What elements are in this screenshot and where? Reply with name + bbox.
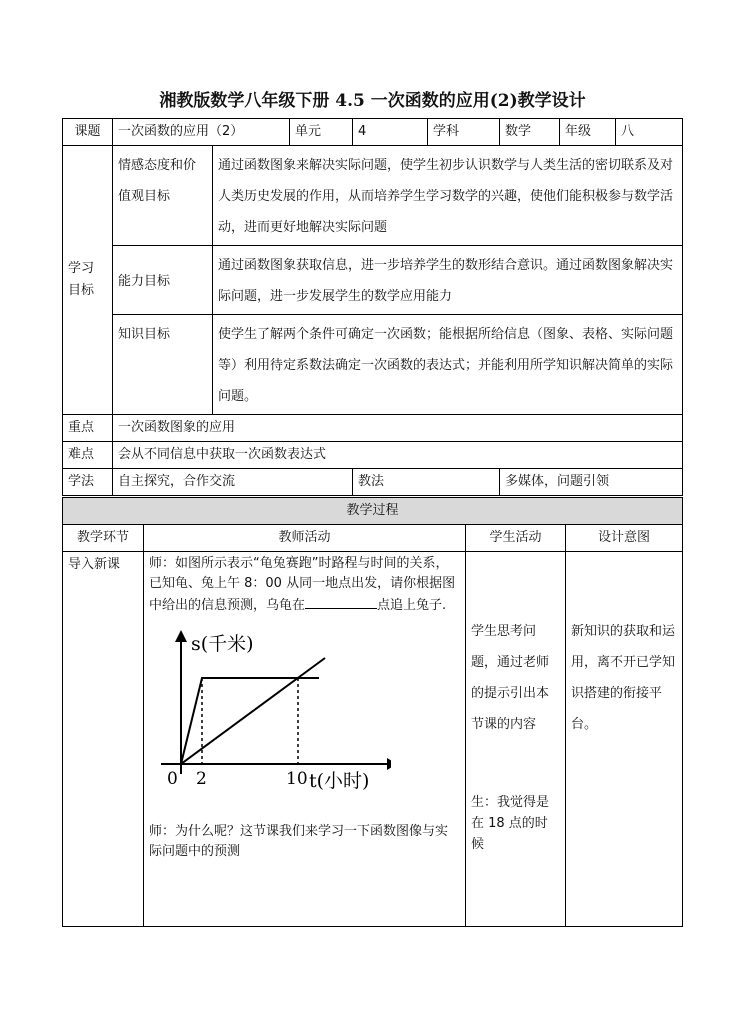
knowledge-goal-text: 使学生了解两个条件可确定一次函数；能根据所给信息（图象、表格、实际问题等）利用待定系数法确定一次函数的表达式；并能利用所学知识解决简单的实际问题。 [213,315,683,415]
goals-label [63,146,113,415]
design-cell [566,552,683,927]
learning-method-value: 自主探究，合作交流 [113,469,353,496]
key-point-label: 重点 [63,415,113,442]
answer-blank [305,594,377,609]
col-stage-header: 教学环节 [63,525,144,552]
lesson-info-table [62,118,683,496]
knowledge-goal-label: 知识目标 [113,315,213,415]
tick-label-10: 10 [286,769,308,789]
teacher-question-end: 点追上兔子. [377,598,447,613]
teaching-process-table [62,497,683,927]
col-teacher-header: 教师活动 [144,525,466,552]
grade-value: 八 [616,119,683,146]
emotion-goal-label-line2: 值观目标 [118,189,171,204]
y-axis-label: s(千米) [191,633,254,655]
grade-label: 年级 [560,119,616,146]
ability-goal-text: 通过函数图象获取信息，进一步培养学生的数形结合意识。通过函数图象解决实际问题，进一步发展学生的数学应用能力 [213,246,683,315]
student-activity-cell [466,552,566,927]
teaching-method-label: 教法 [353,469,500,496]
col-student-header: 学生活动 [466,525,566,552]
difficulty-label: 难点 [63,442,113,469]
learning-method-label: 学法 [63,469,113,496]
teaching-method-value: 多媒体，问题引领 [500,469,683,496]
subject-value: 数学 [500,119,560,146]
x-axis-label: t(小时) [309,770,370,792]
emotion-goal-label [113,146,213,246]
teacher-question-text: 师：如图所示表示“龟兔赛跑”时路程与时间的关系，已知龟、兔上午 8：00 从同一地点出发，请你根据图中给出的信息预测，乌龟在 [149,556,456,613]
col-design-header: 设计意图 [566,525,683,552]
key-point-value: 一次函数图象的应用 [113,415,683,442]
unit-value: 4 [353,119,428,146]
stage-cell: 导入新课 [63,552,144,927]
difficulty-value: 会从不同信息中获取一次函数表达式 [113,442,683,469]
x-axis-arrow [387,758,391,770]
ability-goal-label: 能力目标 [113,246,213,315]
subject-label: 学科 [428,119,500,146]
goals-label-line2: 目标 [68,283,95,298]
tick-label-2: 2 [196,769,207,789]
emotion-goal-text: 通过函数图象来解决实际问题，使学生初步认识数学与人类生活的密切联系及对人类历史发展的作用，从而培养学生学习数学的兴趣，使他们能积极参与数学活动，进而更好地解决实际问题 [213,146,683,246]
topic-label: 课题 [63,119,113,146]
topic-value: 一次函数的应用（2） [113,119,290,146]
distance-time-graph [151,630,391,808]
unit-label: 单元 [290,119,353,146]
design-intent-text: 新知识的获取和运用，离不开已学知识搭建的衔接平台。 [571,624,676,732]
goals-label-line1: 学习 [68,261,95,276]
teacher-conclusion: 师：为什么呢？这节课我们来学习一下函数图像与实际问题中的预测 [149,824,449,859]
student-answer-text: 生：我觉得是在 18 点的时候 [471,795,550,852]
teacher-activity-cell [144,552,466,927]
page-title: 湘教版数学八年级下册 4.5 一次函数的应用(2)教学设计 [159,91,586,111]
emotion-goal-label-line1: 情感态度和价 [118,158,197,173]
student-activity-text: 学生思考问题，通过老师的提示引出本节课的内容 [471,624,550,732]
origin-label: 0 [167,769,178,789]
y-axis-arrow [175,630,187,642]
process-header: 教学过程 [63,498,683,525]
